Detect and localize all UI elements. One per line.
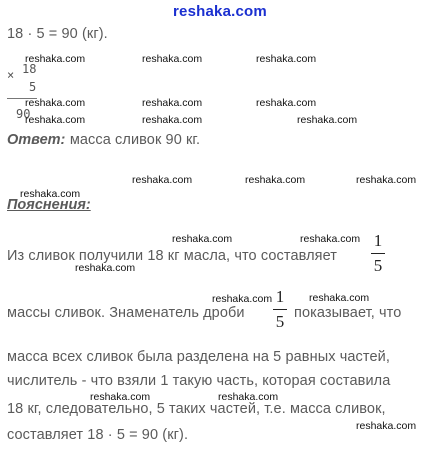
- watermark: reshaka.com: [142, 53, 203, 65]
- watermark: reshaka.com: [256, 97, 317, 109]
- answer-line: [7, 131, 200, 149]
- fraction-one-fifth: [273, 287, 287, 332]
- fraction-denominator: 5: [275, 312, 285, 331]
- explanation-line-6: составляет 18 · 5 = 90 (кг).: [7, 427, 189, 443]
- fraction-bar: [371, 253, 385, 254]
- watermark: reshaka.com: [297, 114, 358, 126]
- watermark: reshaka.com: [142, 114, 203, 126]
- fraction-bar: [273, 309, 287, 310]
- explanations-label: Пояснения:: [7, 197, 91, 213]
- fraction-one-fifth: [371, 231, 385, 276]
- calc-line: 18 · 5 = 90 (кг).: [7, 26, 108, 42]
- explanation-line-1: Из сливок получили 18 кг масла, что составляет: [7, 248, 338, 264]
- watermark: reshaka.com: [309, 292, 370, 304]
- fraction-denominator: 5: [373, 256, 383, 275]
- watermark: reshaka.com: [212, 293, 273, 305]
- watermark: reshaka.com: [75, 262, 136, 274]
- explanation-line-3: масса всех сливок была разделена на 5 равных частей,: [7, 349, 390, 365]
- column-mult-top: 18: [22, 62, 37, 76]
- watermark: reshaka.com: [20, 188, 81, 200]
- watermark: reshaka.com: [218, 391, 279, 403]
- watermark: reshaka.com: [256, 53, 317, 65]
- column-mult-result: 90: [16, 107, 31, 121]
- explanation-line-5: 18 кг, следовательно, 5 таких частей, т.е. масса сливок,: [7, 401, 386, 417]
- watermark: reshaka.com: [356, 420, 417, 432]
- explanation-line-4: числитель - что взяли 1 такую часть, которая составила: [7, 373, 391, 389]
- watermark: reshaka.com: [25, 53, 86, 65]
- column-mult-bottom: 5: [29, 80, 37, 94]
- explanation-line-2a: массы сливок. Знаменатель дроби: [7, 305, 245, 321]
- answer-text: масса сливок 90 кг.: [69, 132, 201, 148]
- watermark: reshaka.com: [25, 97, 86, 109]
- answer-label: Ответ:: [7, 132, 66, 148]
- fraction-numerator: 1: [373, 231, 383, 250]
- site-title[interactable]: reshaka.com: [173, 3, 267, 20]
- fraction-numerator: 1: [275, 287, 285, 306]
- watermark: reshaka.com: [172, 233, 233, 245]
- watermark: reshaka.com: [90, 391, 151, 403]
- watermark: reshaka.com: [245, 174, 306, 186]
- explanation-line-2b: показывает, что: [294, 305, 402, 321]
- watermark: reshaka.com: [132, 174, 193, 186]
- watermark: reshaka.com: [142, 97, 203, 109]
- watermark: reshaka.com: [300, 233, 361, 245]
- watermark: reshaka.com: [25, 114, 86, 126]
- watermark: reshaka.com: [356, 174, 417, 186]
- column-mult-sign: ×: [7, 68, 15, 82]
